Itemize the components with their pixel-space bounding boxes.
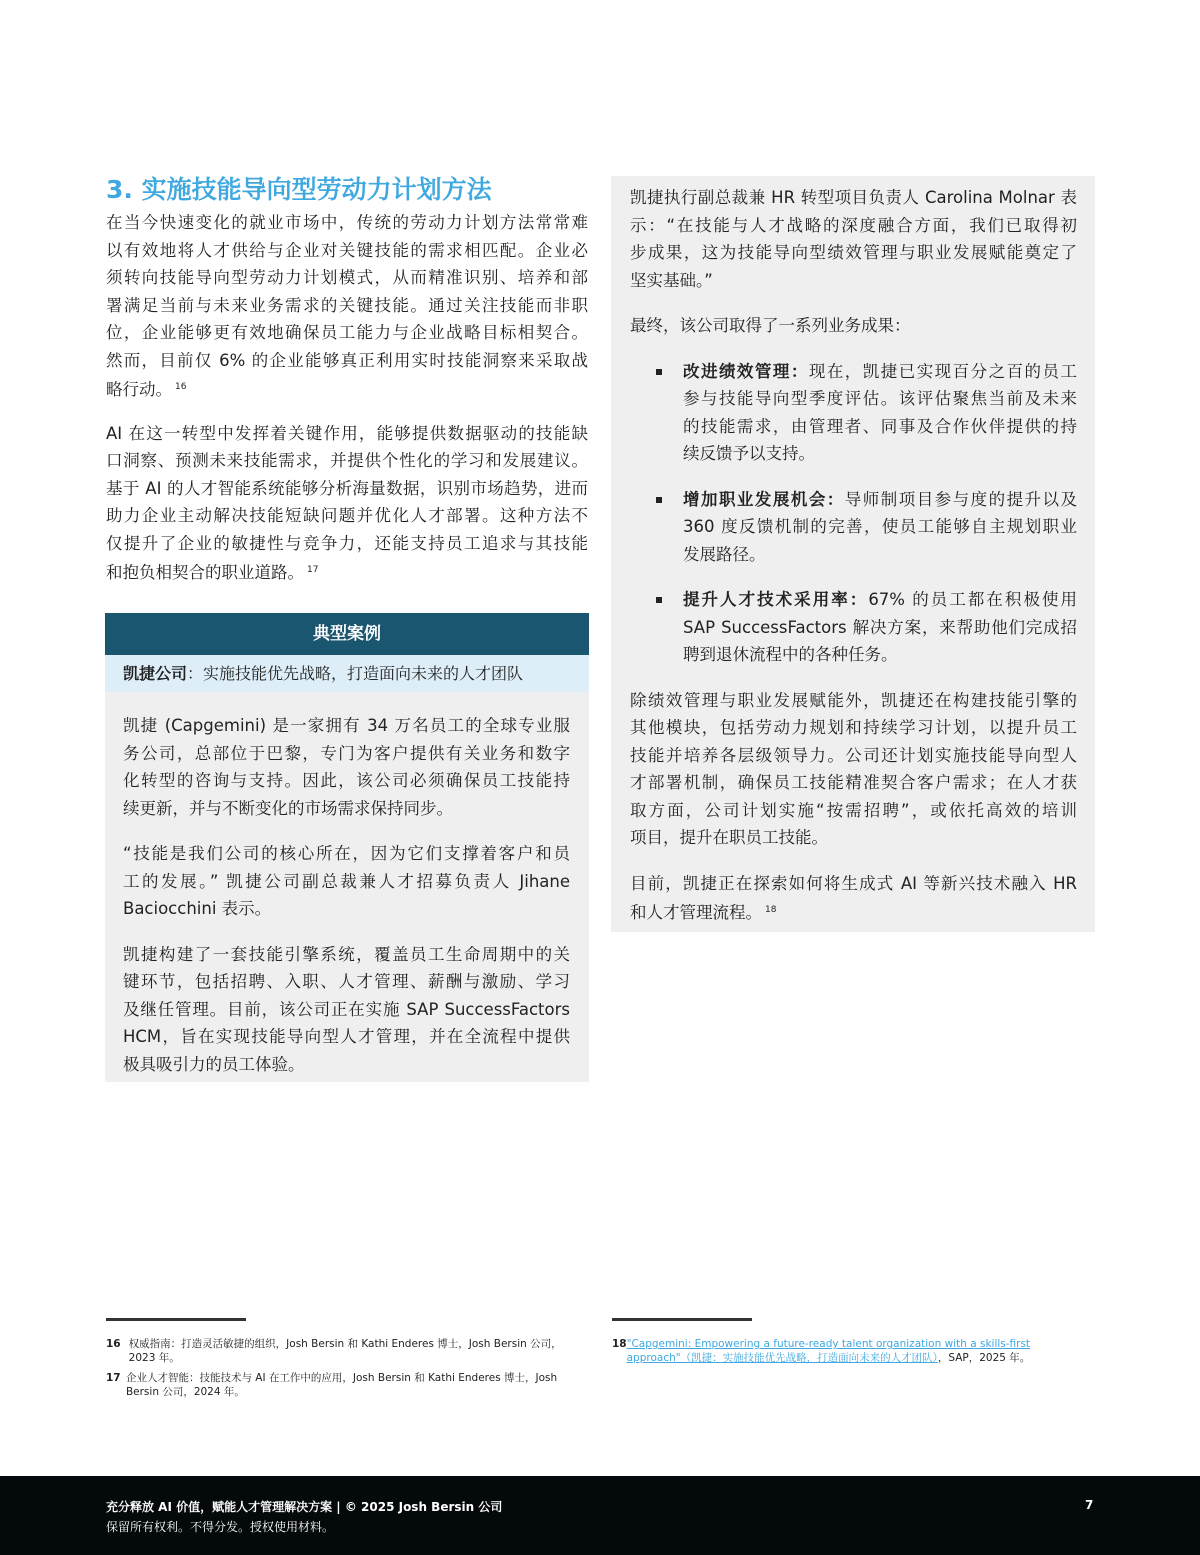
text-line: 最终，该公司取得了一系列业务成果：: [630, 316, 911, 335]
footnote-text: 权威指南：打造灵活敏捷的组织，Josh Bersin 和 Kathi Enderes 博士，Josh Bersin 公司，2023 年。: [128, 1338, 562, 1364]
text-line: 技能并培养各层级领导力。公司还计划实施技能导向型人: [630, 745, 1077, 765]
text-line: 聘到退休流程中的各种任务。: [683, 645, 898, 664]
footnote-ref[interactable]: 17: [307, 565, 319, 575]
result-item: [630, 486, 1077, 569]
text-line: 及继任管理。目前，该公司正在实施 SAP SuccessFactors: [123, 999, 570, 1019]
paragraph: [106, 209, 588, 402]
bullet-title: 增加职业发展机会：: [683, 489, 845, 509]
result-item: [630, 358, 1077, 468]
paragraph: [630, 687, 1077, 852]
text-line: 位，企业能够更有效地确保员工能力与企业战略目标相契合。: [106, 323, 588, 342]
footnote-number: 17: [106, 1372, 121, 1384]
text-line: 务公司，总部位于巴黎，专门为客户提供有关业务和数字: [123, 743, 570, 763]
text-line: 然而，目前仅 6% 的企业能够真正利用实时技能洞察来采取战: [106, 350, 588, 370]
text-line: 须转向技能导向型劳动力计划模式，从而精准识别、培养和部: [106, 268, 588, 287]
section-title: 3. 实施技能导向型劳动力计划方法: [106, 175, 492, 204]
footnotes-right: [612, 1318, 1087, 1365]
paragraph: [123, 712, 570, 822]
text-line: 略行动。 $^{16}$: [106, 380, 187, 399]
bullet-icon: [656, 597, 662, 603]
results-list: [630, 358, 1077, 669]
footnote-number: 18: [612, 1338, 627, 1350]
footnote-16: [106, 1337, 586, 1365]
text-line: 参与技能导向型季度评估。该评估聚焦当前及未来: [683, 389, 1077, 408]
result-item: [630, 586, 1077, 669]
text-line: 取方面，公司计划实施“按需招聘”，或依托高效的培训: [630, 800, 1077, 820]
text-line: 续更新，并与不断变化的市场需求保持同步。: [123, 798, 453, 818]
footnote-18: [612, 1337, 1087, 1365]
paragraph: [106, 420, 588, 585]
footnote-text: ，SAP，2025 年。: [937, 1352, 1031, 1364]
paragraph: [630, 312, 1077, 340]
footnote-rule: [106, 1318, 246, 1321]
text-line: 助力企业主动解决技能短缺问题并优化人才部署。这种方法不: [106, 506, 588, 525]
footnote-17: [106, 1371, 586, 1399]
text-line: “技能是我们公司的核心所在，因为它们支撑着客户和员: [123, 844, 570, 863]
text-line: 的技能需求，由管理者、同事及合作伙伴提供的持: [683, 416, 1077, 436]
paragraph: [630, 184, 1077, 294]
bullet-title: 改进绩效管理：: [683, 361, 809, 381]
bullet-icon: [656, 497, 662, 503]
footer-rights: 保留所有权利。不得分发。授权使用材料。: [106, 1520, 335, 1534]
case-subtitle-text: ：实施技能优先战略，打造面向未来的人才团队: [187, 664, 524, 683]
text-line: 坚实基础。”: [630, 270, 713, 290]
text-line: 提升人才技术采用率：67% 的员工都在积极使用: [683, 590, 1078, 609]
text-line: 极具吸引力的员工体验。: [123, 1054, 305, 1074]
right-outro: [630, 687, 1077, 925]
text-line: 化转型的咨询与支持。因此，该公司必须确保员工技能持: [123, 771, 570, 790]
footnotes-left: [106, 1318, 586, 1399]
footnote-ref[interactable]: 16: [175, 382, 187, 392]
paragraph: [123, 840, 570, 923]
text-line: 在当今快速变化的就业市场中，传统的劳动力计划方法常常难: [106, 213, 588, 232]
case-study-body: [105, 692, 589, 1078]
text-line: 基于 AI 的人才智能系统能够分析海量数据，识别市场趋势，进而: [106, 478, 588, 498]
footnote-ref[interactable]: 18: [765, 905, 777, 915]
text-line: 口洞察、预测未来技能需求，并提供个性化的学习和发展建议。: [106, 451, 588, 470]
text-line: 凯捷 (Capgemini) 是一家拥有 34 万名员工的全球专业服: [123, 716, 570, 735]
text-line: 和人才管理流程。 $^{18}$: [630, 903, 777, 922]
case-study-continued: [611, 176, 1095, 932]
text-line: 凯捷执行副总裁兼 HR 转型项目负责人 Carolina Molnar 表: [630, 188, 1077, 207]
paragraph: [630, 870, 1077, 925]
footnote-link[interactable]: "Capgemini: Empowering a future-ready talent organization with a skills-first approach"（凯捷：实施技能优先战略，打造面向未来的人才团队）: [626, 1338, 1031, 1364]
text-line: 工的发展。” 凯捷公司副总裁兼人才招募负责人 Jihane: [123, 871, 570, 891]
text-line: 和抱负相契合的职业道路。 $^{17}$: [106, 563, 319, 582]
text-line: 项目，提升在职员工技能。: [630, 828, 828, 847]
page-number: 7: [1085, 1498, 1094, 1512]
case-study-box: [105, 613, 589, 1082]
text-line: 360 度反馈机制的完善，使员工能够自主规划职业: [683, 517, 1077, 536]
text-line: 示：“在技能与人才战略的深度融合方面，我们已取得初: [630, 215, 1077, 235]
text-line: 仅提升了企业的敏捷性与竞争力，还能支持员工追求与其技能: [106, 533, 588, 553]
text-line: AI 在这一转型中发挥着关键作用，能够提供数据驱动的技能缺: [106, 423, 588, 443]
footnote-text: 企业人才智能：技能技术与 AI 在工作中的应用，Josh Bersin 和 Kathi Enderes 博士，Josh Bersin 公司，2024 年。: [125, 1372, 558, 1398]
footnote-rule: [612, 1318, 752, 1321]
text-line: 增加职业发展机会：导师制项目参与度的提升以及: [683, 489, 1078, 509]
text-line: 键环节，包括招聘、入职、人才管理、薪酬与激励、学习: [123, 972, 570, 991]
text-line: 才部署机制，确保员工技能精准契合客户需求；在人才获: [630, 773, 1077, 792]
page-footer: [0, 1476, 1200, 1555]
text-line: SAP SuccessFactors 解决方案，来帮助他们完成招: [683, 617, 1077, 637]
footnote-number: 16: [106, 1338, 121, 1350]
text-line: HCM，旨在实现技能导向型人才管理，并在全流程中提供: [123, 1027, 570, 1046]
text-line: Baciocchini 表示。: [123, 899, 272, 918]
text-line: 凯捷构建了一套技能引擎系统，覆盖员工生命周期中的关: [123, 944, 570, 964]
text-line: 以有效地将人才供给与企业对关键技能的需求相匹配。企业必: [106, 240, 588, 260]
text-line: 除绩效管理与职业发展赋能外，凯捷还在构建技能引擎的: [630, 690, 1077, 710]
case-study-header: 典型案例: [105, 613, 589, 655]
bullet-icon: [656, 369, 662, 375]
footer-title: 充分释放 AI 价值，赋能人才管理解决方案 | © 2025 Josh Bersin 公司: [106, 1500, 503, 1514]
text-line: 改进绩效管理：现在，凯捷已实现百分之百的员工: [683, 361, 1078, 381]
text-line: 发展路径。: [683, 544, 766, 564]
bullet-title: 提升人才技术采用率：: [683, 590, 869, 609]
case-study-subtitle: [105, 655, 589, 692]
text-line: 目前，凯捷正在探索如何将生成式 AI 等新兴技术融入 HR: [630, 873, 1077, 893]
text-line: 其他模块，包括劳动力规划和持续学习计划，以提升员工: [630, 718, 1077, 737]
section-body: [106, 209, 588, 603]
case-company: 凯捷公司: [123, 664, 188, 683]
paragraph: [123, 941, 570, 1079]
text-line: 续反馈予以支持。: [683, 444, 815, 463]
text-line: 步成果，这为技能导向型绩效管理与职业发展赋能奠定了: [630, 243, 1077, 262]
right-intro: [630, 184, 1077, 340]
text-line: 署满足当前与未来业务需求的关键技能。通过关注技能而非职: [106, 295, 588, 315]
